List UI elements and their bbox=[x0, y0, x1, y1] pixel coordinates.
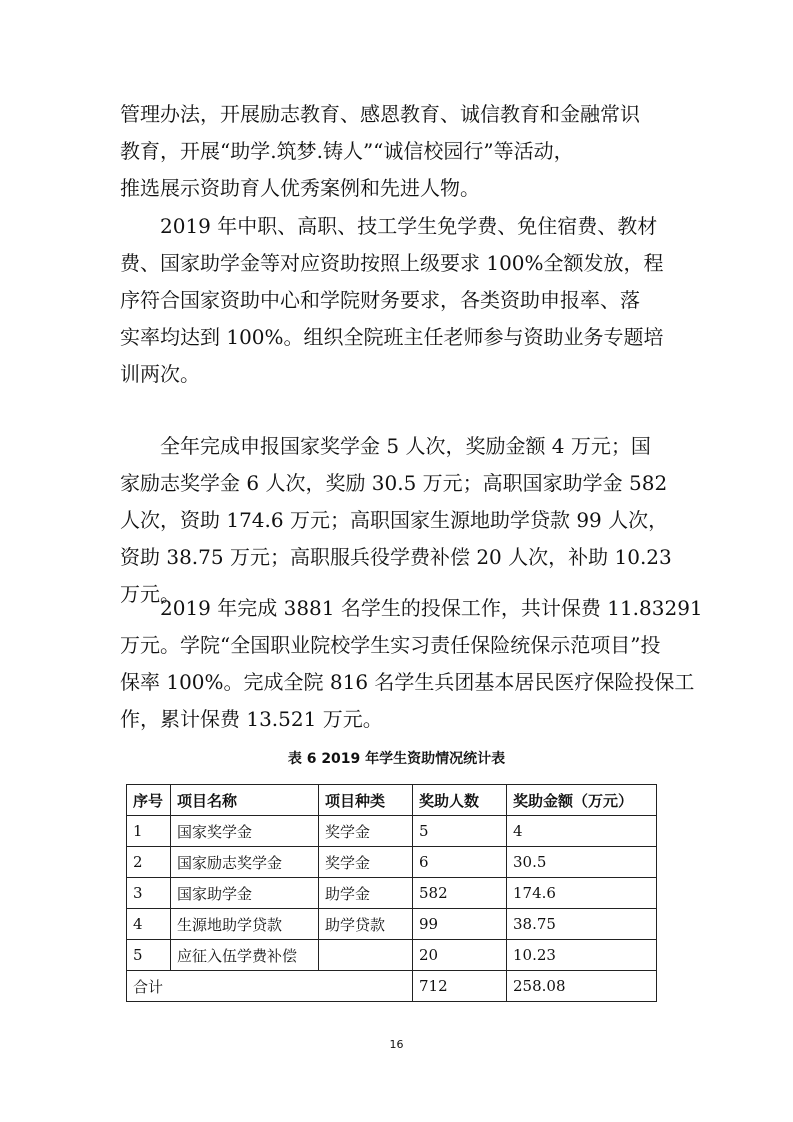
text-line: 万元。学院“全国职业院校学生实习责任保险统保示范项目”投 bbox=[120, 633, 661, 657]
table-header-row bbox=[127, 785, 657, 816]
cell-index: 1 bbox=[127, 816, 171, 847]
text-line: 推选展示资助育人优秀案例和先进人物。 bbox=[120, 176, 480, 200]
header-amount: 奖助金额（万元） bbox=[507, 785, 657, 816]
text-line: 序符合国家资助中心和学院财务要求，各类资助申报率、落 bbox=[120, 288, 640, 312]
text-line: 实率均达到 100%。组织全院班主任老师参与资助业务专题培 bbox=[120, 325, 664, 349]
text-line: 全年完成申报国家奖学金 5 人次，奖励金额 4 万元；国 bbox=[160, 434, 651, 458]
cell-amount: 38.75 bbox=[507, 909, 657, 940]
cell-total-count: 712 bbox=[413, 971, 507, 1002]
aid-statistics-table bbox=[126, 784, 657, 1002]
cell-amount: 30.5 bbox=[507, 847, 657, 878]
paragraph-education-activities bbox=[120, 96, 676, 207]
cell-count: 582 bbox=[413, 878, 507, 909]
cell-index: 5 bbox=[127, 940, 171, 971]
cell-item-name: 国家励志奖学金 bbox=[171, 847, 319, 878]
header-item-name: 项目名称 bbox=[171, 785, 319, 816]
text-line: 训两次。 bbox=[120, 362, 200, 386]
text-line: 万元。 bbox=[120, 582, 180, 606]
cell-item-type: 助学金 bbox=[319, 878, 413, 909]
table-title: 表 6 2019 年学生资助情况统计表 bbox=[287, 751, 506, 767]
table-row bbox=[127, 847, 657, 878]
text-line: 费、国家助学金等对应资助按照上级要求 100%全额发放，程 bbox=[120, 251, 664, 275]
cell-count: 6 bbox=[413, 847, 507, 878]
cell-item-name: 国家助学金 bbox=[171, 878, 319, 909]
table-row bbox=[127, 816, 657, 847]
cell-total-amount: 258.08 bbox=[507, 971, 657, 1002]
table-row bbox=[127, 909, 657, 940]
header-count: 奖助人数 bbox=[413, 785, 507, 816]
cell-item-type: 奖学金 bbox=[319, 816, 413, 847]
cell-item-type bbox=[319, 940, 413, 971]
text-line: 人次，资助 174.6 万元；高职国家生源地助学贷款 99 人次， bbox=[120, 508, 669, 532]
cell-amount: 4 bbox=[507, 816, 657, 847]
cell-item-name: 生源地助学贷款 bbox=[171, 909, 319, 940]
cell-total-label: 合计 bbox=[127, 971, 413, 1002]
text-line: 管理办法，开展励志教育、感恩教育、诚信教育和金融常识 bbox=[120, 102, 640, 126]
cell-item-type: 奖学金 bbox=[319, 847, 413, 878]
cell-item-name: 国家奖学金 bbox=[171, 816, 319, 847]
header-index: 序号 bbox=[127, 785, 171, 816]
text-line: 2019 年中职、高职、技工学生免学费、免住宿费、教材 bbox=[160, 214, 658, 238]
cell-index: 2 bbox=[127, 847, 171, 878]
paragraph-scholarships bbox=[120, 428, 676, 613]
table-total-row bbox=[127, 971, 657, 1002]
cell-count: 5 bbox=[413, 816, 507, 847]
text-line: 作，累计保费 13.521 万元。 bbox=[120, 707, 383, 731]
cell-amount: 10.23 bbox=[507, 940, 657, 971]
table-row bbox=[127, 940, 657, 971]
header-item-type: 项目种类 bbox=[319, 785, 413, 816]
text-line: 家励志奖学金 6 人次，奖励 30.5 万元；高职国家助学金 582 bbox=[120, 471, 668, 495]
text-line: 保率 100%。完成全院 816 名学生兵团基本居民医疗保险投保工 bbox=[120, 670, 695, 694]
table-row bbox=[127, 878, 657, 909]
text-line: 资助 38.75 万元；高职服兵役学费补偿 20 人次，补助 10.23 bbox=[120, 545, 672, 569]
paragraph-insurance bbox=[120, 590, 703, 738]
cell-amount: 174.6 bbox=[507, 878, 657, 909]
cell-count: 99 bbox=[413, 909, 507, 940]
text-line: 教育，开展“助学.筑梦.铸人”“诚信校园行”等活动， bbox=[120, 139, 574, 163]
page-number: 16 bbox=[389, 1038, 404, 1051]
cell-index: 3 bbox=[127, 878, 171, 909]
cell-index: 4 bbox=[127, 909, 171, 940]
paragraph-fee-exemption bbox=[120, 208, 676, 393]
text-line: 2019 年完成 3881 名学生的投保工作，共计保费 11.83291 bbox=[160, 596, 703, 620]
cell-count: 20 bbox=[413, 940, 507, 971]
cell-item-type: 助学贷款 bbox=[319, 909, 413, 940]
cell-item-name: 应征入伍学费补偿 bbox=[171, 940, 319, 971]
